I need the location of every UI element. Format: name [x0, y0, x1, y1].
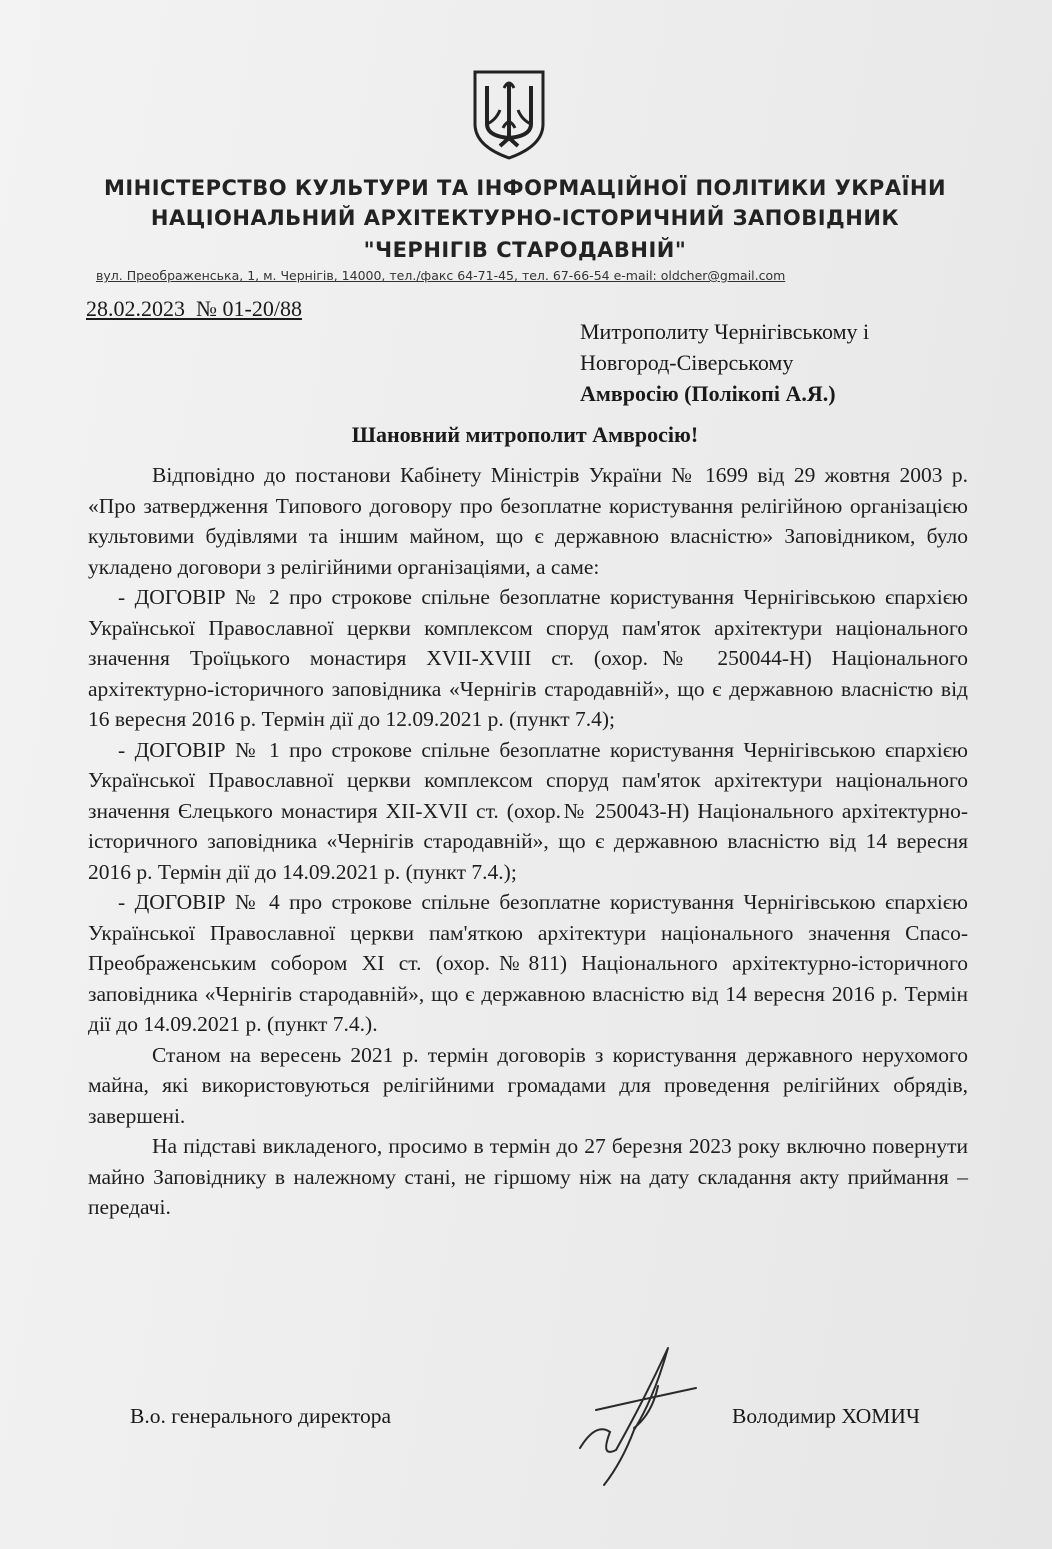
salutation: Шановний митрополит Амвросію!	[351, 422, 699, 447]
contact-address: вул. Преображенська, 1, м. Чернігів, 14000, тел./факс 64-71-45, тел. 67-66-54 e-mail: oldcher@gmail.com	[96, 268, 786, 283]
signer-title: В.о. генерального директора	[130, 1404, 392, 1428]
registration-number-prefix: №	[196, 296, 217, 321]
addressee-line-2: Новгород-Сіверському	[580, 350, 794, 375]
handwritten-signature	[570, 1330, 710, 1490]
registration-number: 01-20/88	[222, 296, 302, 321]
registration-date: 28.02.2023	[86, 296, 185, 321]
registration-line	[86, 296, 302, 322]
reserve-name: "ЧЕРНІГІВ СТАРОДАВНІЙ"	[363, 238, 687, 262]
ministry-title: МІНІСТЕРСТВО КУЛЬТУРИ ТА ІНФОРМАЦІЙНОЇ ПОЛІТИКИ УКРАЇНИ	[103, 176, 947, 200]
status-paragraph: Станом на вересень 2021 р. термін договорів з користування державного нерухомого майна, які використовуються релігійними громадами для проведення релігійних обрядів, завершені.	[88, 1042, 968, 1128]
intro-paragraph: Відповідно до постанови Кабінету Міністрів України № 1699 від 29 жовтня 2003 р. «Про затвердження Типового договору про безоплатне користування релігійною організацією культовими будівлями та іншим майном, що є державною власністю» Заповідником, було укладено договори з релігійними організаціями, а саме:	[88, 463, 968, 579]
addressee-block	[580, 316, 1000, 409]
request-paragraph: На підставі викладеного, просимо в термін до 27 березня 2023 року включно повернути майно Заповіднику в належному стані, не гіршому ніж на дату складання акту приймання – передачі.	[88, 1134, 968, 1219]
addressee-line-1: Митрополиту Чернігівському і	[580, 319, 870, 344]
contract-item-1: - ДОГОВІР № 2 про строкове спільне безоплатне користування Чернігівською єпархією Української Православної церкви комплексом споруд пам'яток архітектури національного значення Троїцького монастиря XVII-XVIII ст. (охор.№ 250044-Н) Національного архітектурно-історичного заповідника «Чернігів стародавній», що є державною власністю від 16 вересня 2016 р. Термін дії до 12.09.2021 р. (пункт 7.4);	[88, 585, 968, 731]
addressee-name: Амвросію (Полікопі А.Я.)	[580, 381, 836, 406]
contract-item-2: - ДОГОВІР № 1 про строкове спільне безоплатне користування Чернігівською єпархією Української Православної церкви комплексом споруд пам'яток архітектури національного значення Єлецького монастиря XII-XVII ст. (охор.№ 250043-Н) Національного архітектурно-історичного заповідника «Чернігів стародавній», що є державною власністю від 14 вересня 2016 р. Термін дії до 14.09.2021 р. (пункт 7.4.);	[88, 737, 968, 884]
reserve-title: НАЦІОНАЛЬНИЙ АРХІТЕКТУРНО-ІСТОРИЧНИЙ ЗАПОВІДНИК	[150, 206, 900, 230]
trident-emblem-icon	[470, 68, 548, 160]
contract-item-3: - ДОГОВІР № 4 про строкове спільне безоплатне користування Чернігівською єпархією Української Православної церкви пам'яткою архітектури національного значення Спасо-Преображенським собором XI ст. (охор.№811) Національного архітектурно-історичного заповідника «Чернігів стародавній», що є державною власністю від 14 вересня 2016 р. Термін дії до 14.09.2021 р. (пункт 7.4.).	[88, 890, 968, 1036]
signer-name: Володимир ХОМИЧ	[732, 1404, 920, 1428]
letter-body	[88, 460, 968, 1223]
